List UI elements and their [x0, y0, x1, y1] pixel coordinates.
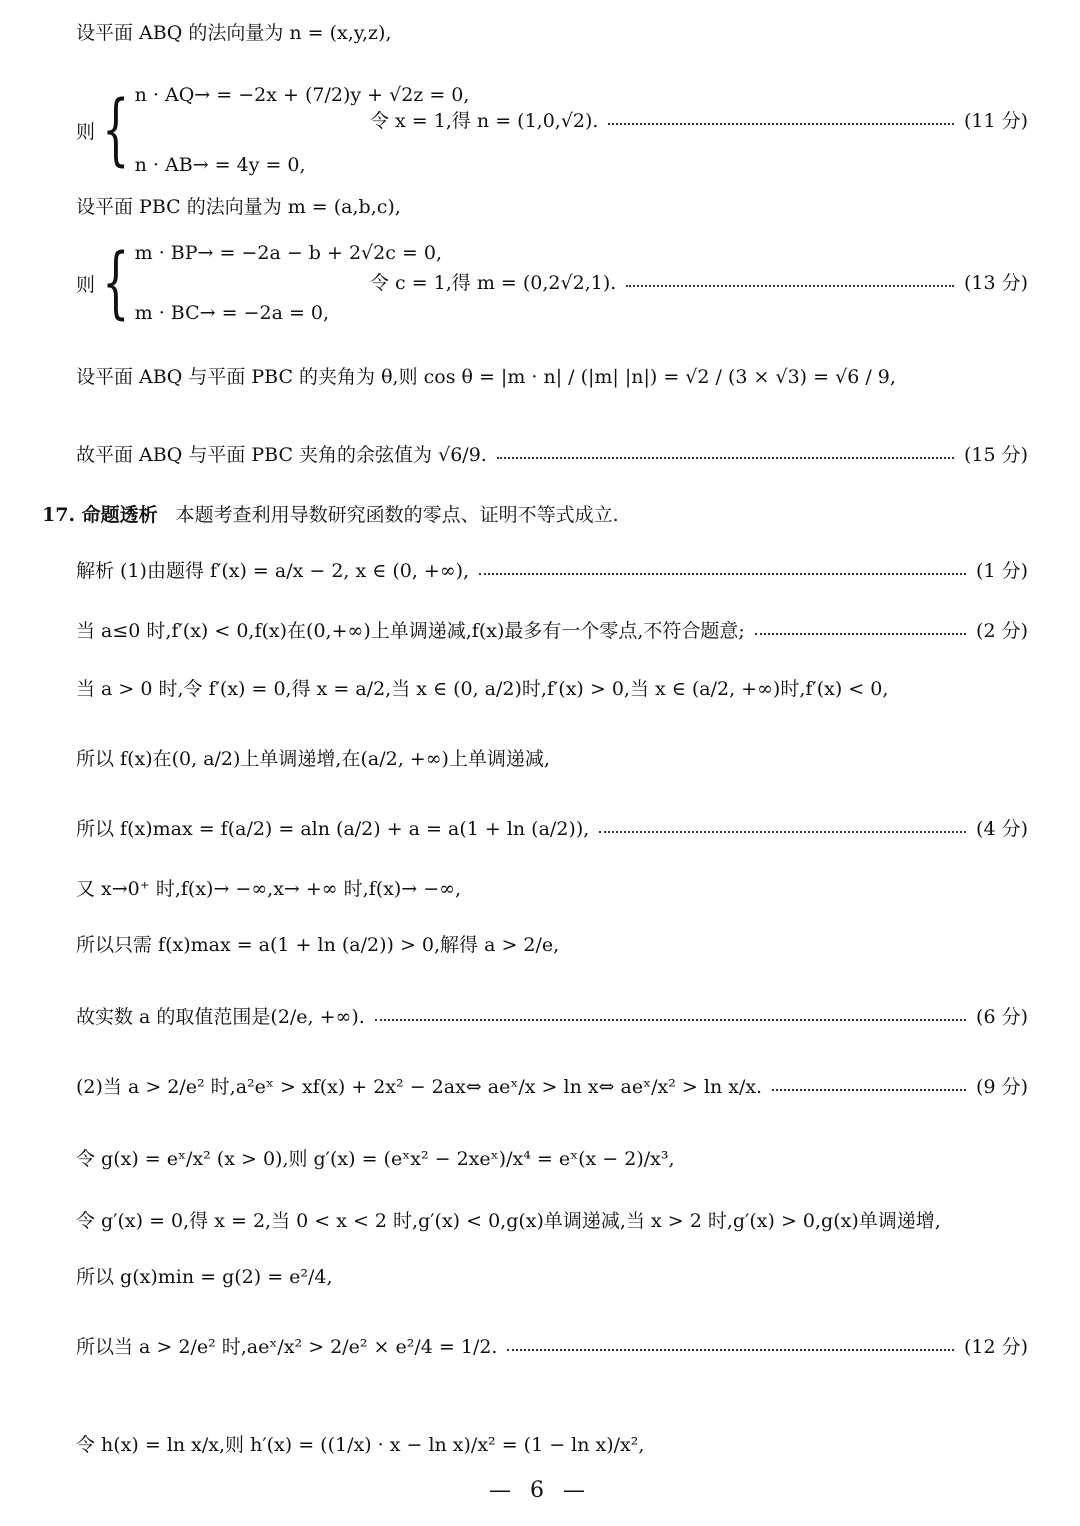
text: 所以 f(x)在(0, a/2)上单调递增,在(a/2, +∞)上单调递减,: [76, 748, 550, 770]
solution-step-5: [76, 814, 1028, 841]
cosine-line: [76, 362, 1028, 389]
result-text: 令 c = 1,得 m = (0,2√2,1).: [370, 272, 617, 294]
question-17-header: [42, 500, 1028, 527]
text: 所以当 a > 2/e² 时,aeˣ/x² > 2/e² × e²/4 = 1/2.: [76, 1336, 498, 1358]
text: 令 g′(x) = 0,得 x = 2,当 0 < x < 2 时,g′(x) < 0,g(x)单调递减,当 x > 2 时,g′(x) > 0,g(x)单调递增,: [76, 1210, 941, 1232]
score: (6 分): [976, 1006, 1028, 1028]
solution-step-1: [76, 556, 1028, 583]
dot-leader: [375, 1019, 966, 1021]
text: 设平面 ABQ 与平面 PBC 的夹角为 θ,则 cos θ = |m · n| / (|m| |n|) = √2 / (3 × √3) = √6 / 9,: [76, 366, 896, 388]
solution-step-inequality: [76, 1332, 1028, 1359]
solution-step-g-min: [76, 1262, 1028, 1289]
equation: n · AB→ = 4y = 0,: [134, 154, 306, 176]
dot-leader: [479, 573, 966, 575]
text: (2)当 a > 2/e² 时,a²eˣ > xf(x) + 2x² − 2ax⇔ aeˣ/x > ln x⇔ aeˣ/x² > ln x/x.: [76, 1076, 763, 1098]
text: 当 a > 0 时,令 f′(x) = 0,得 x = a/2,当 x ∈ (0, a/2)时,f′(x) > 0,当 x ∈ (a/2, +∞)时,f′(x) < 0,: [76, 678, 889, 700]
solution-step-8: [76, 1002, 1028, 1029]
question-label: 17. 命题透析: [42, 504, 158, 526]
page-number: — 6 —: [489, 1478, 591, 1503]
conclusion-line: [76, 440, 1028, 467]
dot-leader: [507, 1349, 953, 1351]
score: (4 分): [976, 818, 1028, 840]
system-2-result: [370, 268, 1028, 295]
text: 故平面 ABQ 与平面 PBC 夹角的余弦值为 √6/9.: [76, 444, 487, 466]
text: 设平面 PBC 的法向量为 m = (a,b,c),: [76, 196, 401, 218]
solution-step-g: [76, 1144, 1028, 1171]
equation: m · BC→ = −2a = 0,: [134, 302, 330, 324]
text: 所以 f(x)max = f(a/2) = aln (a/2) + a = a(1 + ln (a/2)),: [76, 818, 590, 840]
text: 令 h(x) = ln x/x,则 h′(x) = ((1/x) · x − ln x)/x² = (1 − ln x)/x²,: [76, 1434, 645, 1456]
brace-icon: {: [102, 85, 130, 175]
dot-leader: [772, 1089, 966, 1091]
brace-icon: {: [102, 238, 130, 328]
text: 当 a≤0 时,f′(x) < 0,f(x)在(0,+∞)上单调递减,f(x)最多有一个零点,不符合题意;: [76, 620, 745, 642]
score: (15 分): [963, 444, 1028, 466]
equation: n · AQ→ = −2x + (7/2)y + √2z = 0,: [134, 84, 470, 106]
solution-step-6: [76, 874, 1028, 901]
text: 令 g(x) = eˣ/x² (x > 0),则 g′(x) = (eˣx² − 2xeˣ)/x⁴ = eˣ(x − 2)/x³,: [76, 1148, 675, 1170]
dot-leader: [599, 831, 966, 833]
equation: m · BP→ = −2a − b + 2√2c = 0,: [134, 242, 443, 264]
dot-leader: [626, 285, 954, 287]
score: (1 分): [976, 560, 1028, 582]
solution-step-3: [76, 674, 1028, 701]
score: (9 分): [976, 1076, 1028, 1098]
solution-step-2: [76, 616, 1028, 643]
text: 所以 g(x)min = g(2) = e²/4,: [76, 1266, 333, 1288]
text: 又 x→0⁺ 时,f(x)→ −∞,x→ +∞ 时,f(x)→ −∞,: [76, 878, 462, 900]
ze-label: 则: [76, 273, 96, 296]
score: (13 分): [963, 272, 1028, 294]
question-description: 本题考查利用导数研究函数的零点、证明不等式成立.: [175, 504, 619, 526]
plane-pbc-normal-line: [76, 192, 1028, 219]
result-text: 令 x = 1,得 n = (1,0,√2).: [370, 110, 599, 132]
dot-leader: [497, 457, 954, 459]
system-1-result: [370, 106, 1028, 133]
solution-step-g-monotonic: [76, 1206, 1028, 1233]
text: 解析 (1)由题得 f′(x) = a/x − 2, x ∈ (0, +∞),: [76, 560, 470, 582]
score: (11 分): [963, 110, 1028, 132]
ze-label: 则: [76, 120, 96, 143]
score: (2 分): [976, 620, 1028, 642]
solution-step-4: [76, 744, 1028, 771]
dot-leader: [608, 123, 953, 125]
text: 设平面 ABQ 的法向量为 n = (x,y,z),: [76, 22, 392, 44]
text: 故实数 a 的取值范围是(2/e, +∞).: [76, 1006, 365, 1028]
solution-part-2: [76, 1072, 1028, 1099]
plane-abq-normal-line: [76, 18, 1028, 45]
solution-step-7: [76, 930, 1028, 957]
text: 所以只需 f(x)max = a(1 + ln (a/2)) > 0,解得 a > 2/e,: [76, 934, 560, 956]
score: (12 分): [963, 1336, 1028, 1358]
solution-step-h: [76, 1430, 1028, 1457]
dot-leader: [755, 633, 966, 635]
